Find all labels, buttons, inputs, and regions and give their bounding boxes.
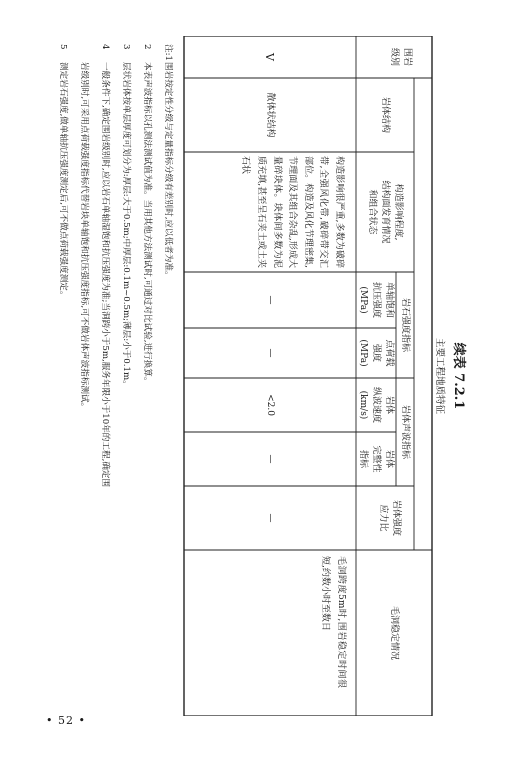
note-4-text: 一般条件下,确定围岩级别时,应以岩石单轴湿饱和抗压强度为准;当洞跨小于5m,服务年限小于10年的工程,确定围 — [100, 62, 110, 488]
row-structure: 散体状结构 — [265, 92, 275, 138]
note-1-number: 注:1 — [163, 44, 173, 61]
header-velocity — [356, 378, 395, 432]
note-5 — [56, 44, 69, 300]
note-3-number: 3 — [121, 44, 131, 50]
note-5-number: 5 — [58, 44, 68, 50]
header-grade-line1: 围岩 — [402, 47, 412, 66]
note-1 — [161, 44, 174, 280]
header-sonic-group: 岩体声波指标 — [400, 404, 410, 459]
header-velocity-line3: (km/s) — [358, 390, 368, 420]
header-integrity — [356, 432, 395, 486]
row-saturated: — — [265, 295, 275, 305]
note-2-text: 本表声波指标以孔测法测试值为准。当用其他方法测试时,可通过对比试验,进行换算。 — [142, 62, 152, 386]
header-structure: 岩体结构 — [380, 96, 390, 133]
header-factors-line2: 结构面发育情况 — [380, 180, 390, 244]
note-3-text: 层状岩体按单层厚度可划分为:厚层:大于0.5m;中厚层:0.1m~0.5m;薄层:小于0.1m。 — [121, 62, 131, 389]
row-factors: 构造影响很严重,多数为破碎带,全强风化带,破碎带交汇部位。构造及风化节理密集,节理面及其组合杂乱,形成大量碎块体。块体间多数为泥质充填,甚至呈石夹土或土夹石状 — [240, 156, 344, 268]
header-strength-group: 岩石强度指标 — [400, 297, 410, 352]
note-2-number: 2 — [142, 44, 152, 50]
row-strength-ratio: — — [265, 513, 275, 523]
table-title: 续表 7.2.1 — [451, 342, 466, 410]
note-1-text: 围岩按定性分级与定量指标分级有差别时,应以低者为准。 — [163, 62, 173, 280]
header-velocity-line2: 纵波速度 — [371, 386, 381, 423]
rotated-table-block — [44, 36, 474, 716]
row-integrity: — — [265, 454, 275, 464]
header-factors-line1: 构造影响程度, — [393, 183, 403, 241]
note-2 — [140, 44, 153, 385]
row-grade: V — [263, 53, 276, 61]
header-strength-ratio-line1: 岩体强度 — [391, 499, 401, 536]
header-point-load-line3: (MPa) — [358, 339, 368, 367]
header-grade-line2: 级别 — [389, 47, 399, 66]
header-strength-ratio-line2: 应力比 — [378, 504, 388, 532]
note-4-continued-text: 岩级别时,可采用点荷载强度指标代替岩块单轴饱和抗压强度指标,可不做岩体声波指标测试。 — [79, 62, 89, 412]
header-saturated — [356, 272, 395, 328]
note-3 — [119, 44, 132, 389]
header-point-load-line1: 点荷载 — [384, 339, 394, 367]
header-velocity-line1: 岩体 — [384, 395, 394, 414]
table-subtitle: 主要工程地质特征 — [434, 337, 445, 414]
header-saturated-line1: 单轴饱和 — [384, 281, 394, 318]
header-saturated-line2: 抗压强度 — [371, 281, 381, 318]
header-grade — [387, 36, 413, 78]
row-stability: 毛洞跨度5m时,围岩稳定时间很短,约数小时至数日 — [320, 556, 346, 688]
note-5-text: 测定岩石强度,做单轴抗压强度测定后,可不做点荷载强度测定。 — [58, 62, 68, 300]
header-factors-line3: 和组合状态 — [367, 189, 377, 235]
header-saturated-line3: (MPa) — [358, 286, 368, 314]
header-strength-ratio — [376, 486, 402, 550]
header-integrity-line2: 完整性 — [371, 445, 381, 473]
header-stability: 毛洞稳定情况 — [389, 605, 399, 660]
note-4 — [98, 44, 111, 487]
row-velocity: <2.0 — [265, 394, 275, 416]
note-4-number: 4 — [100, 44, 110, 50]
header-integrity-line1: 岩体 — [384, 449, 394, 468]
row-point-load: — — [265, 348, 275, 358]
header-factors — [365, 152, 404, 272]
header-point-load — [356, 328, 395, 378]
note-4-continued — [77, 44, 90, 411]
header-point-load-line2: 强度 — [371, 343, 381, 362]
header-integrity-line3: 指标 — [358, 449, 368, 468]
page-number: • 52 • — [46, 714, 86, 727]
